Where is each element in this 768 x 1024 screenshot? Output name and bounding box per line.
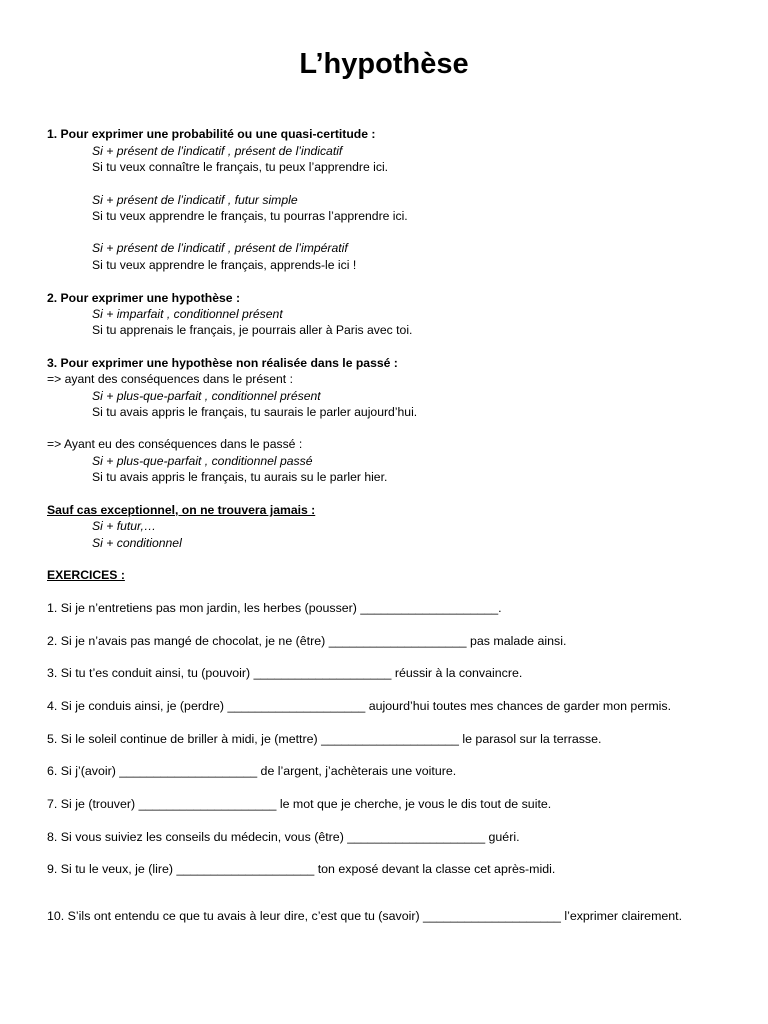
exercise-item-4: 4. Si je conduis ainsi, je (perdre) ____________________ aujourd’hui toutes mes chances de garder mon permis. — [47, 699, 672, 713]
exception-formula-1: Si + futur,… — [92, 519, 157, 533]
section-3-example-1: Si tu avais appris le français, tu saurais le parler aujourd’hui. — [92, 405, 418, 419]
section-3-formula-2: Si + plus-que-parfait , conditionnel passé — [92, 454, 313, 468]
section-1-example-1: Si tu veux connaître le français, tu peux l’apprendre ici. — [92, 160, 389, 174]
exercise-item-3: 3. Si tu t’es conduit ainsi, tu (pouvoir) ____________________ réussir à la convaincre. — [47, 666, 523, 680]
section-2-heading: 2. Pour exprimer une hypothèse : — [47, 291, 241, 305]
exercise-item-5: 5. Si le soleil continue de briller à midi, je (mettre) ____________________ le parasol sur la terrasse. — [47, 732, 602, 746]
exercise-item-6: 6. Si j’(avoir) ____________________ de l’argent, j’achèterais une voiture. — [47, 764, 457, 778]
section-1-heading: 1. Pour exprimer une probabilité ou une quasi-certitude : — [47, 127, 376, 141]
exercises-heading: EXERCICES : — [47, 568, 125, 582]
exercise-item-10: 10. S’ils ont entendu ce que tu avais à leur dire, c’est que tu (savoir) ____________________ l’exprimer clairement. — [47, 909, 683, 923]
section-1-formula-3: Si + présent de l’indicatif , présent de l’impératif — [92, 241, 348, 255]
section-2-formula-1: Si + imparfait , conditionnel présent — [92, 307, 283, 321]
exercise-item-2: 2. Si je n’avais pas mangé de chocolat, je ne (être) ____________________ pas malade ainsi. — [47, 634, 567, 648]
exception-formula-2: Si + conditionnel — [92, 536, 182, 550]
section-1-formula-2: Si + présent de l’indicatif , futur simple — [92, 193, 298, 207]
section-3-subheading-1: => ayant des conséquences dans le présent : — [47, 372, 293, 386]
section-3-example-2: Si tu avais appris le français, tu aurais su le parler hier. — [92, 470, 388, 484]
exercise-item-7: 7. Si je (trouver) ____________________ le mot que je cherche, je vous le dis tout de suite. — [47, 797, 552, 811]
section-2-example-1: Si tu apprenais le français, je pourrais aller à Paris avec toi. — [92, 323, 413, 337]
section-1-formula-1: Si + présent de l’indicatif , présent de l’indicatif — [92, 144, 343, 158]
section-1-example-2: Si tu veux apprendre le français, tu pourras l’apprendre ici. — [92, 209, 408, 223]
section-3-formula-1: Si + plus-que-parfait , conditionnel présent — [92, 389, 321, 403]
section-3-subheading-2: => Ayant eu des conséquences dans le passé : — [47, 437, 303, 451]
section-1-example-3: Si tu veux apprendre le français, apprends-le ici ! — [92, 258, 357, 272]
exercise-item-9: 9. Si tu le veux, je (lire) ____________________ ton exposé devant la classe cet après-midi. — [47, 862, 556, 876]
section-3-heading: 3. Pour exprimer une hypothèse non réalisée dans le passé : — [47, 356, 398, 370]
page-title: L’hypothèse — [299, 48, 469, 80]
exercise-item-1: 1. Si je n’entretiens pas mon jardin, les herbes (pousser) ____________________. — [47, 601, 502, 615]
exercise-item-8: 8. Si vous suiviez les conseils du médecin, vous (être) ____________________ guéri. — [47, 830, 520, 844]
exception-heading: Sauf cas exceptionnel, on ne trouvera jamais : — [47, 503, 316, 517]
